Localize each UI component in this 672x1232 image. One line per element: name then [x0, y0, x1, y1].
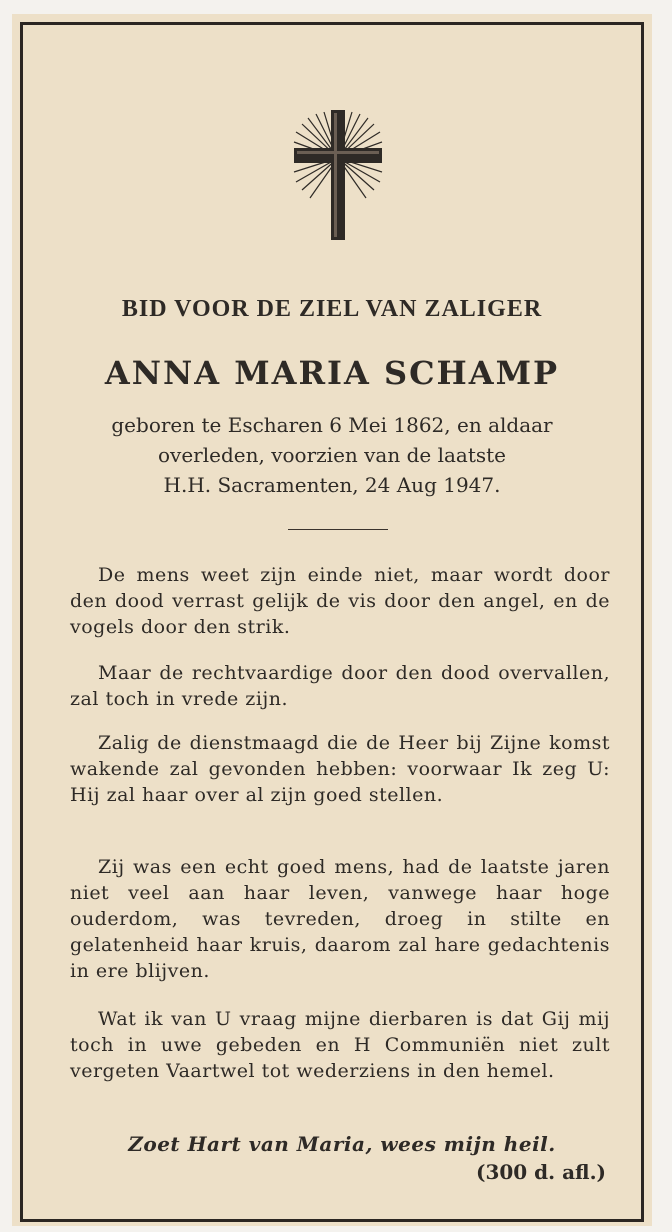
- details-line: geboren te Escharen 6 Mei 1862, en aldaar: [111, 413, 553, 437]
- memorial-card: [12, 14, 652, 1226]
- farewell-paragraph: Wat ik van U vraag mijne dierbaren is dat Gij mij toch in uwe gebeden en H Communiën niet zult vergeten Vaartwel tot wederziens in den hemel.: [70, 1008, 610, 1082]
- details-line: overleden, voorzien van de laatste: [157, 443, 507, 467]
- birth-death-details: [12, 410, 652, 500]
- details-line: H.H. Sacramenten, 24 Aug 1947.: [163, 473, 501, 497]
- radiant-cross-icon: [290, 110, 386, 240]
- divider-rule: [288, 529, 388, 530]
- prayer-motto: Zoet Hart van Maria, wees mijn heil.: [128, 1132, 556, 1156]
- deceased-name: ANNA MARIA SCHAMP: [104, 354, 560, 392]
- prayer-heading: BID VOOR DE ZIEL VAN ZALIGER: [121, 296, 543, 322]
- verse-paragraph: Maar de rechtvaardige door den dood overvallen, zal toch in vrede zijn.: [70, 662, 610, 710]
- indulgence-note: (300 d. afl.): [475, 1160, 606, 1184]
- verse-paragraph: De mens weet zijn einde niet, maar wordt door den dood verrast gelijk de vis door den angel, en de vogels door den strik.: [70, 564, 610, 638]
- eulogy-paragraph: Zij was een echt goed mens, had de laatste jaren niet veel aan haar leven, vanwege haar hoge ouderdom, was tevreden, droeg in stilte en gelatenheid haar kruis, daarom zal hare gedachtenis in ere blijven.: [70, 856, 610, 982]
- verse-paragraph: Zalig de dienstmaagd die de Heer bij Zijne komst wakende zal gevonden hebben: voorwaar Ik zeg U: Hij zal haar over al zijn goed stellen.: [70, 732, 610, 806]
